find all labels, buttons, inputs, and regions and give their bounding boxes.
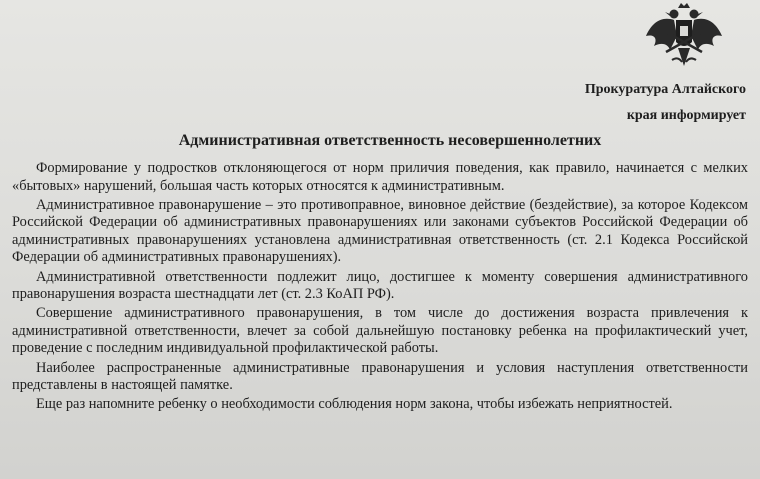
paragraph: Еще раз напомните ребенку о необходимости соблюдения норм закона, чтобы избежать неприятностей. [36, 396, 673, 413]
document-title: Административная ответственность несовершеннолетних [178, 132, 602, 149]
issuer-line-1: Прокуратура Алтайского [584, 82, 746, 97]
issuer-block [486, 77, 746, 129]
document-body [12, 160, 748, 415]
paragraph: Административное правонарушение – это противоправное, виновное действие (бездействие), за которое Кодексом Российской Федерации об административных правонарушениях или законами субъектов Российской Федерации об административных правонарушениях установлена административная ответственность (ст. 2.1 Кодекса Российской Федерации об административных правонарушениях). [12, 196, 748, 266]
double-headed-eagle-emblem-icon [644, 2, 724, 68]
paragraph: Наиболее распространенные административные правонарушения и условия наступления ответственности представлены в настоящей памятке. [12, 359, 748, 394]
paragraph: Формирование у подростков отклоняющегося от норм приличия поведения, как правило, начинается с мелких «бытовых» нарушений, большая часть которых относятся к административным. [12, 160, 748, 194]
paragraph: Совершение административного правонарушения, в том числе до достижения возраста привлечения к административной ответственности, влечет за собой дальнейшую постановку ребенка на профилактический учет, проведение с последним индивидуальной профилактической работы. [12, 305, 748, 357]
paragraph: Административной ответственности подлежит лицо, достигшее к моменту совершения административного правонарушения возраста шестнадцати лет (ст. 2.3 КоАП РФ). [12, 268, 748, 303]
issuer-line-2: края информирует [626, 108, 746, 123]
